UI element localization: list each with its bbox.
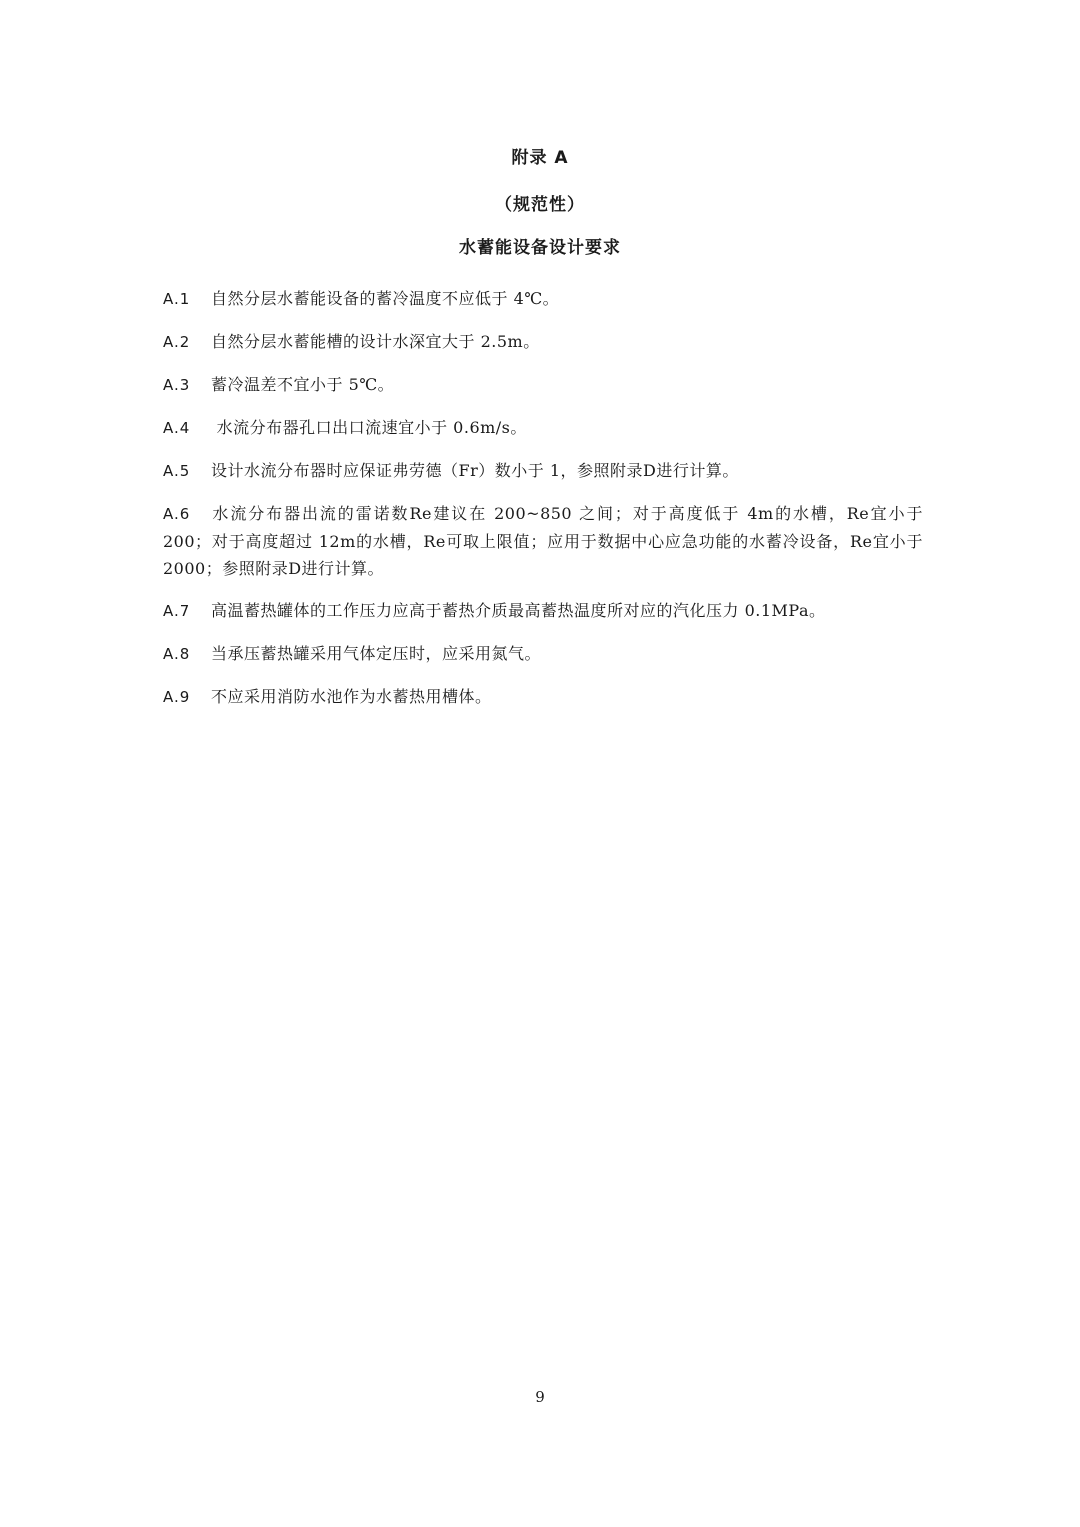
appendix-label: 附录 A bbox=[511, 148, 569, 168]
clause-item bbox=[163, 457, 923, 485]
clause-number: A.8 bbox=[163, 645, 191, 663]
clause-text: 蓄冷温差不宜小于 5℃。 bbox=[211, 375, 395, 394]
clause-number: A.2 bbox=[163, 333, 191, 351]
clause-number: A.4 bbox=[163, 419, 191, 437]
clause-text: 当承压蓄热罐采用气体定压时，应采用氮气。 bbox=[211, 644, 542, 663]
clause-text: 水流分布器孔口出口流速宜小于 0.6m/s。 bbox=[211, 418, 527, 437]
clause-number: A.9 bbox=[163, 688, 191, 706]
clause-number: A.6 bbox=[163, 505, 191, 523]
clause-item bbox=[163, 500, 923, 582]
clause-number: A.1 bbox=[163, 290, 191, 308]
clause-item bbox=[163, 640, 923, 668]
clause-item bbox=[163, 328, 923, 356]
clause-list bbox=[163, 285, 923, 726]
clause-number: A.5 bbox=[163, 462, 191, 480]
clause-text: 自然分层水蓄能槽的设计水深宜大于 2.5m。 bbox=[211, 332, 540, 351]
appendix-type: （规范性） bbox=[495, 195, 585, 215]
page-number: 9 bbox=[535, 1388, 545, 1406]
clause-number: A.3 bbox=[163, 376, 191, 394]
clause-item bbox=[163, 414, 923, 442]
clause-text: 水流分布器出流的雷诺数Re建议在 200~850 之间；对于高度低于 4m的水槽，Re宜小于 200；对于高度超过 12m的水槽，Re可取上限值；应用于数据中心应急功能的水蓄冷设备，Re宜小于 2000；参照附录D进行计算。 bbox=[163, 504, 923, 578]
clause-number: A.7 bbox=[163, 602, 191, 620]
clause-text: 高温蓄热罐体的工作压力应高于蓄热介质最高蓄热温度所对应的汽化压力 0.1MPa。 bbox=[211, 601, 826, 620]
clause-text: 设计水流分布器时应保证弗劳德（Fr）数小于 1，参照附录D进行计算。 bbox=[211, 461, 739, 480]
clause-item bbox=[163, 683, 923, 711]
clause-text: 不应采用消防水池作为水蓄热用槽体。 bbox=[211, 687, 492, 706]
clause-item bbox=[163, 597, 923, 625]
clause-item bbox=[163, 285, 923, 313]
clause-text: 自然分层水蓄能设备的蓄冷温度不应低于 4℃。 bbox=[211, 289, 560, 308]
appendix-title: 水蓄能设备设计要求 bbox=[459, 238, 621, 258]
clause-item bbox=[163, 371, 923, 399]
